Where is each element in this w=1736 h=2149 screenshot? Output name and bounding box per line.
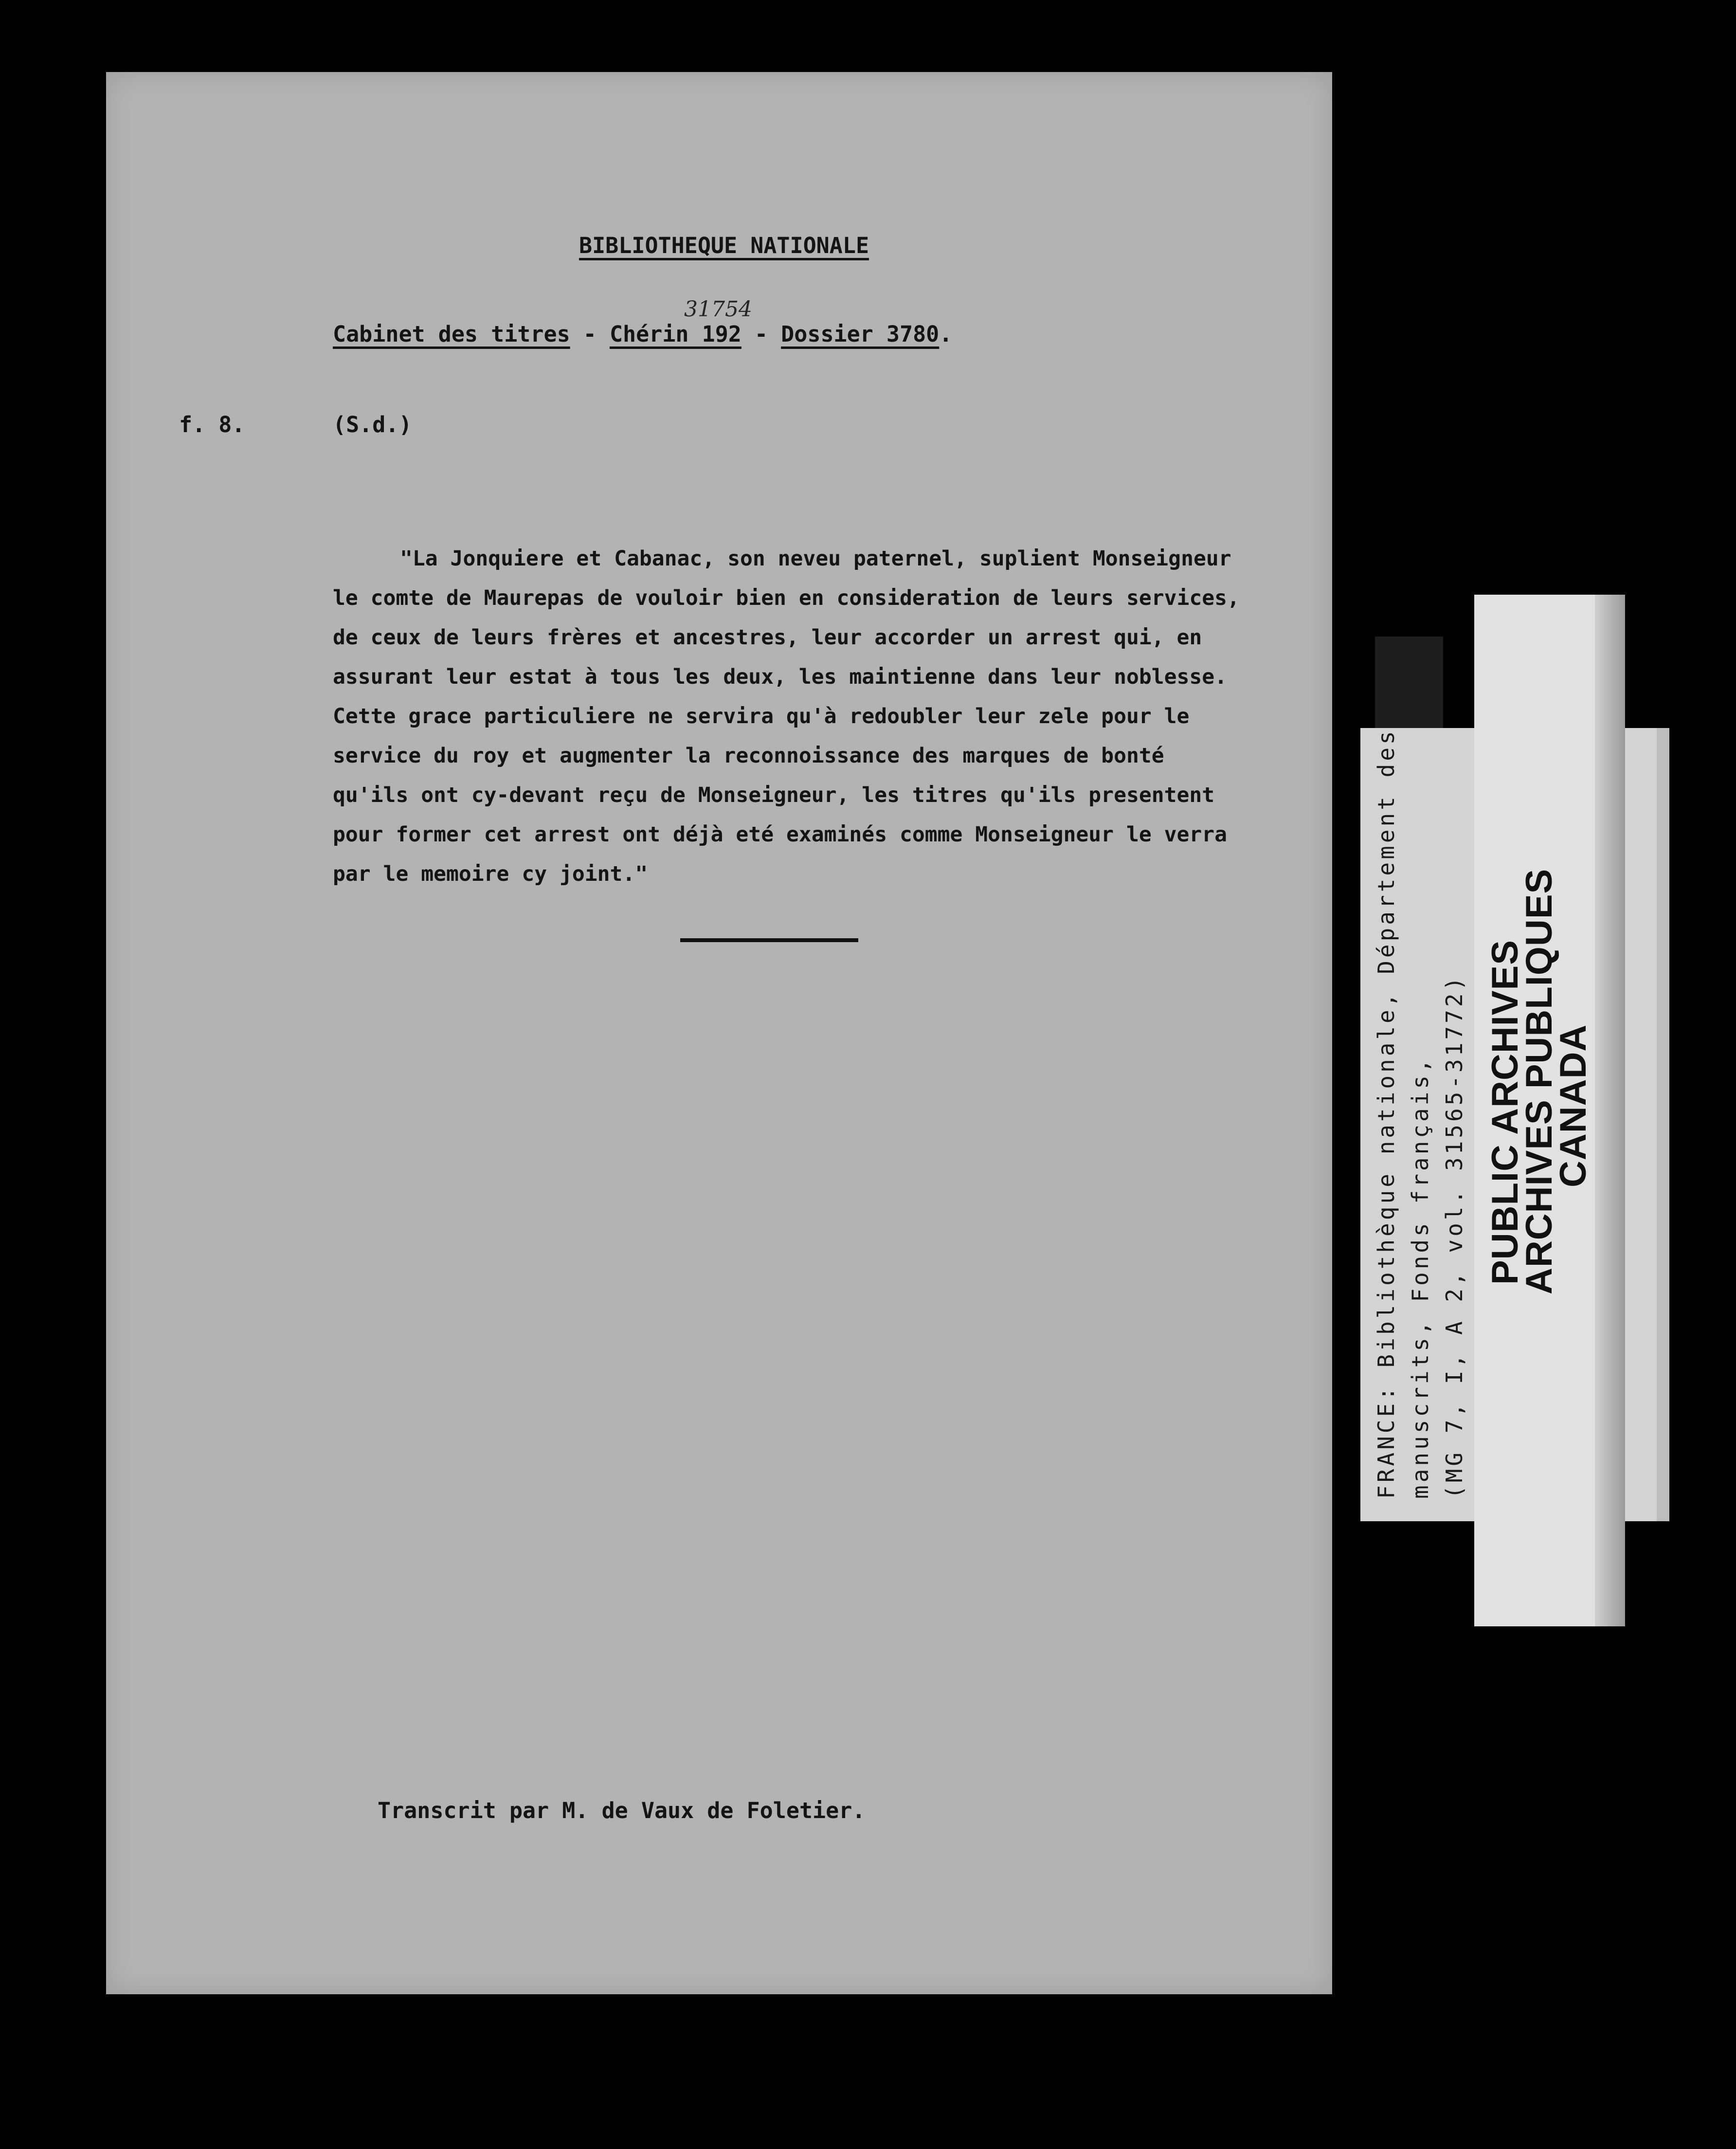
document-header: BIBLIOTHEQUE NATIONALE bbox=[579, 233, 869, 258]
quote-line: "La Jonquiere et Cabanac, son neveu paternel, suplient Monseigneur bbox=[400, 546, 1231, 571]
quote-line: pour former cet arrest ont déjà eté examinés comme Monseigneur le verra bbox=[333, 822, 1228, 847]
handwritten-number: 31754 bbox=[684, 297, 752, 322]
source-dossier: Dossier 3780 bbox=[781, 321, 940, 347]
source-cherin: Chérin 192 bbox=[609, 321, 741, 347]
quote-line: de ceux de leurs frères et ancestres, leur accorder un arrest qui, en bbox=[333, 625, 1202, 650]
source-cabinet: Cabinet des titres bbox=[333, 321, 570, 347]
source-separator: - bbox=[570, 321, 610, 347]
quote-line: le comte de Maurepas de vouloir bien en consideration de leurs services, bbox=[333, 586, 1240, 610]
archive-label-line-1: FRANCE: Bibliothèque nationale, Département des bbox=[1373, 728, 1399, 1499]
quote-line: qu'ils ont cy-devant reçu de Monseigneur, les titres qu'ils presentent bbox=[333, 783, 1215, 807]
folio-number: f. 8. bbox=[179, 412, 245, 437]
archive-label-line-2: manuscrits, Fonds français, bbox=[1407, 1056, 1433, 1499]
label-side-strip bbox=[1657, 728, 1669, 1521]
quoted-text bbox=[333, 539, 1240, 894]
source-end: . bbox=[939, 321, 953, 347]
quote-line: par le memoire cy joint." bbox=[333, 862, 648, 886]
quote-line: service du roy et augmenter la reconnoissance des marques de bonté bbox=[333, 744, 1164, 768]
quote-line: Cette grace particuliere ne servira qu'à redoubler leur zele pour le bbox=[333, 704, 1190, 728]
document-page bbox=[106, 72, 1332, 1994]
source-reference bbox=[333, 321, 952, 347]
quote-line: assurant leur estat à tous les deux, les maintienne dans leur noblesse. bbox=[333, 665, 1228, 689]
stamp-line-1: PUBLIC ARCHIVES bbox=[1484, 940, 1526, 1285]
stamp-line-3: CANADA bbox=[1553, 1024, 1594, 1187]
source-separator: - bbox=[741, 321, 781, 347]
archive-stamp-band-edge bbox=[1595, 595, 1625, 1626]
archive-label-line-3: (MG 7, I, A 2, vol. 31565-31772) bbox=[1441, 974, 1467, 1499]
stamp-line-2: ARCHIVES PUBLIQUES bbox=[1519, 868, 1560, 1294]
date-note: (S.d.) bbox=[333, 412, 412, 437]
divider-rule bbox=[680, 938, 858, 942]
transcriber-note: Transcrit par M. de Vaux de Foletier. bbox=[378, 1798, 866, 1823]
